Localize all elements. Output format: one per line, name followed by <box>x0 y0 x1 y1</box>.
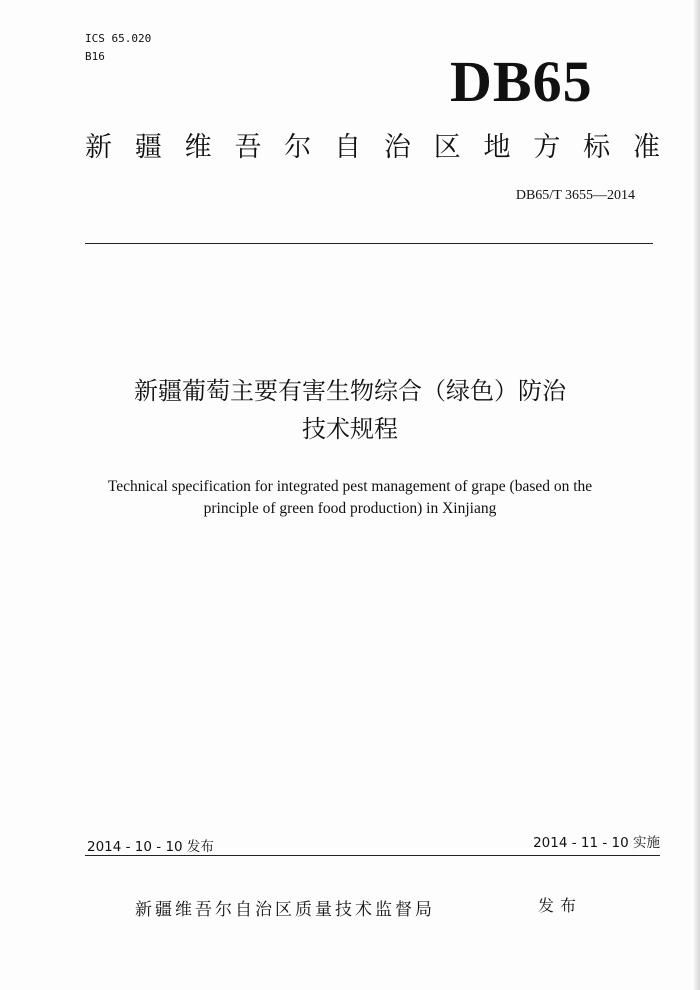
authority-char: 治 <box>383 132 411 163</box>
title-chinese-line-1: 新疆葡萄主要有害生物综合（绿色）防治 <box>134 377 566 405</box>
page-edge-shadow <box>694 0 700 990</box>
standard-authority-heading <box>85 128 660 168</box>
authority-char: 准 <box>632 132 660 163</box>
authority-char: 自 <box>334 132 362 163</box>
authority-char: 新 <box>85 132 112 163</box>
ics-code: ICS 65.020 <box>85 32 152 45</box>
authority-char: 方 <box>533 132 561 163</box>
title-english-line-2: principle of green food production) in Xinjiang <box>203 500 497 517</box>
authority-char: 维 <box>184 132 212 163</box>
authority-char: 区 <box>433 132 461 163</box>
title-english <box>60 476 640 520</box>
issue-date: 2014 - 10 - 10 发布 <box>87 839 214 855</box>
authority-char: 疆 <box>134 132 162 163</box>
publish-label: 发布 <box>538 896 583 915</box>
authority-char: 标 <box>583 132 611 163</box>
classification-codes <box>85 30 151 66</box>
publisher-name: 新疆维吾尔自治区质量技术监督局 <box>135 900 435 920</box>
title-english-line-1: Technical specification for integrated pest management of grape (based on the <box>107 478 593 495</box>
authority-char: 尔 <box>284 132 312 163</box>
authority-char: 地 <box>483 132 511 163</box>
implementation-date: 2014 - 11 - 10 实施 <box>533 835 660 851</box>
title-chinese <box>40 372 660 448</box>
db65-logo: DB65 <box>450 49 593 114</box>
standard-number: DB65/T 3655—2014 <box>515 188 635 203</box>
footer-divider <box>85 855 660 856</box>
category-code: B16 <box>85 50 105 63</box>
authority-char: 吾 <box>234 132 262 163</box>
header-divider <box>85 243 653 244</box>
title-chinese-line-2: 技术规程 <box>302 415 398 443</box>
